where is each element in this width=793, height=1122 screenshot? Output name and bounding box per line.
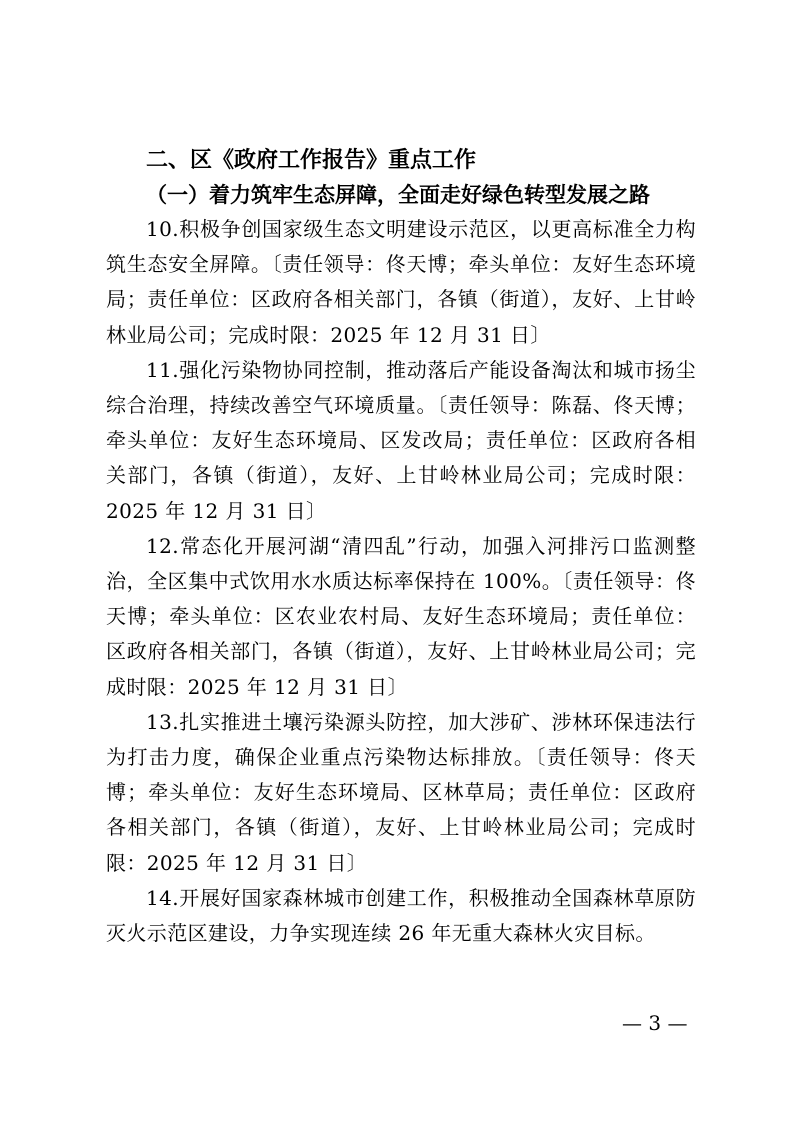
- page-number: — 3 —: [622, 1011, 688, 1035]
- paragraph-item-14: 14.开展好国家森林城市创建工作，积极推动全国森林草原防灭火示范区建设，力争实现连续 26 年无重大森林火灾目标。: [106, 885, 696, 946]
- paragraph-item-13: 13.扎实推进土壤污染源头防控，加大涉矿、涉林环保违法行为打击力度，确保企业重点污染物达标排放。〔责任领导：佟天博；牵头单位：友好生态环境局、区林草局；责任单位：区政府各相关部门，各镇（街道），友好、上甘岭林业局公司；完成时限：2025 年 12 月 31 日〕: [106, 709, 696, 875]
- paragraph-item-10: 10.积极争创国家级生态文明建设示范区，以更高标准全力构筑生态安全屏障。〔责任领导：佟天博；牵头单位：友好生态环境局；责任单位：区政府各相关部门，各镇（街道），友好、上甘岭林业局公司；完成时限：2025 年 12 月 31 日〕: [106, 217, 696, 347]
- subsection-heading: （一）着力筑牢生态屏障，全面走好绿色转型发展之路: [146, 182, 650, 207]
- paragraph-item-12: 12.常态化开展河湖“清四乱”行动，加强入河排污口监测整治，全区集中式饮用水水质达标率保持在 100%。〔责任领导：佟天博；牵头单位：区农业农村局、友好生态环境局；责任单位：区政府各相关部门，各镇（街道），友好、上甘岭林业局公司；完成时限：2025 年 12 月 31 日〕: [106, 533, 696, 699]
- section-heading: 二、区《政府工作报告》重点工作: [146, 148, 477, 173]
- document-body: [106, 212, 696, 951]
- paragraph-item-11: 11.强化污染物协同控制，推动落后产能设备淘汰和城市扬尘综合治理，持续改善空气环境质量。〔责任领导：陈磊、佟天博；牵头单位：友好生态环境局、区发改局；责任单位：区政府各相关部门，各镇（街道），友好、上甘岭林业局公司；完成时限：2025 年 12 月 31 日〕: [106, 357, 696, 523]
